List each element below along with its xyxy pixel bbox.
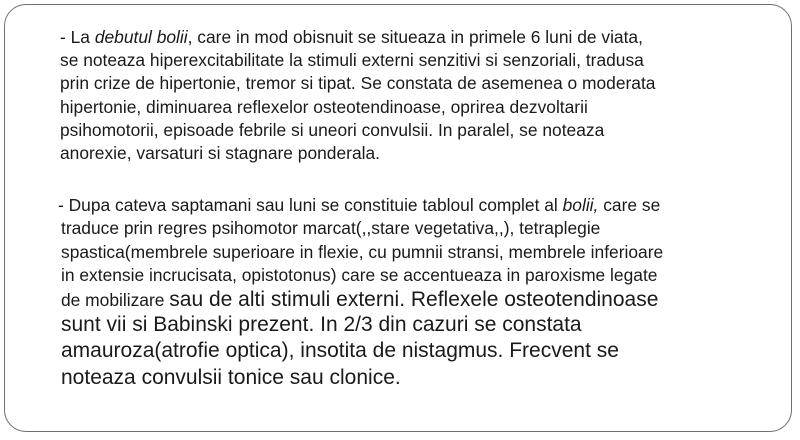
text-line: psihomotorii, episoade febrile si uneori convulsii. In paralel, se noteaza [60,119,605,140]
text-segment-large: sau de alti stimuli externi. Reflexele osteotendinoase [169,287,659,311]
text-line-large: noteaza convulsii tonice sau clonice. [61,365,401,389]
text-segment: de mobilizare [61,289,170,310]
text-line: hipertonie, diminuarea reflexelor osteotendinoase, oprirea dezvoltarii [60,96,588,117]
text-line [60,26,780,49]
emphasis-text: debutul bolii [94,27,188,47]
text-line: prin crize de hipertonie, tremor si tipat. Se constata de asemenea o moderata [60,73,656,94]
text-segment: - Dupa cateva saptamani sau luni se constituie tabloul complet al [58,195,563,215]
emphasis-text: bolii, [562,195,599,215]
text-line-large: amauroza(atrofie optica), insotita de nistagmus. Frecvent se [61,339,619,363]
text-line-large: sunt vii si Babinski prezent. In 2/3 din cazuri se constata [61,312,582,336]
text-line: in extensie incrucisata, opistotonus) care se accentueaza in paroxisme legate [61,265,658,286]
text-line: anorexie, varsaturi si stagnare ponderala. [60,143,380,164]
text-segment: - La [60,27,95,47]
paragraph-disease-onset [60,26,780,165]
paragraph-complete-picture [58,194,788,391]
text-segment: , care in mod obisnuit se situeaza in primele 6 luni de viata, [187,27,643,47]
text-line: traduce prin regres psihomotor marcat(,,stare vegetativa,,), tetraplegie [61,218,601,239]
text-line [58,288,788,312]
text-line [58,194,788,217]
text-segment: care se [598,195,661,215]
text-line: se noteaza hiperexcitabilitate la stimuli externi senzitivi si senzoriali, tradusa [60,50,644,71]
text-line: spastica(membrele superioare in flexie, cu pumnii stransi, membrele inferioare [61,241,664,262]
